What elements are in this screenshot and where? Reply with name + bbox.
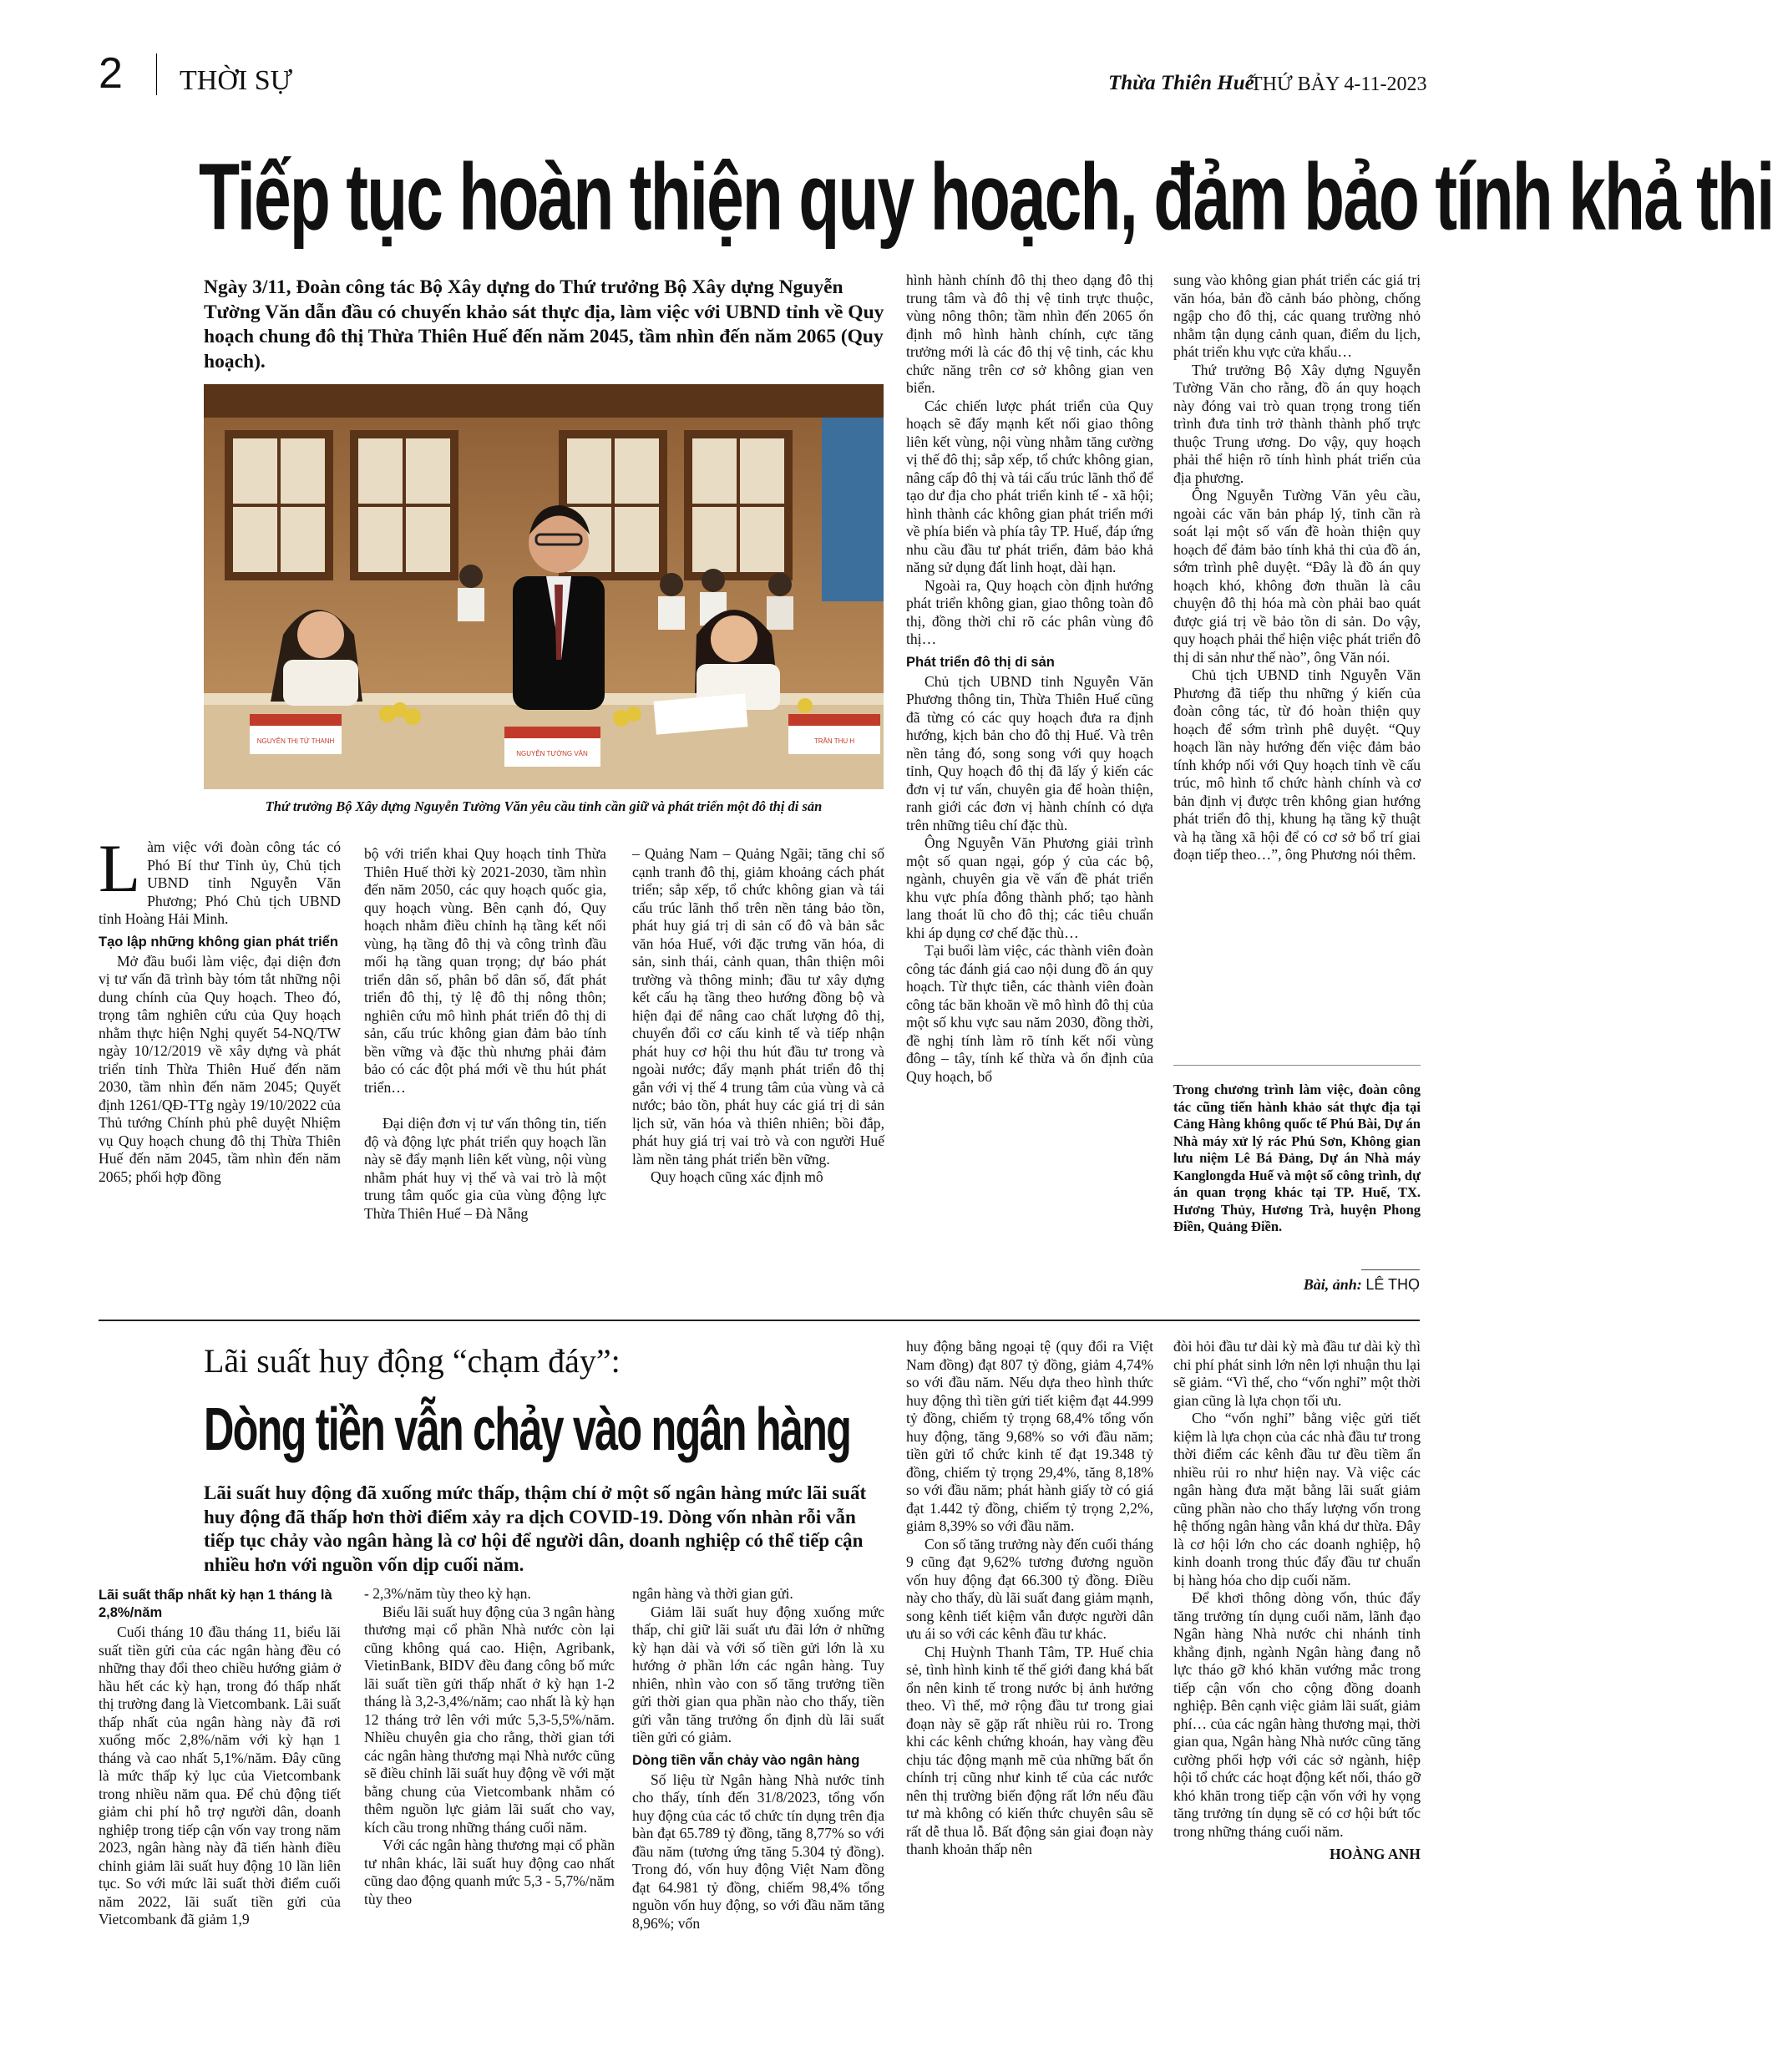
nameplate-right: TRẦN THU H <box>813 737 855 745</box>
article2-lead: Lãi suất huy động đã xuống mức thấp, thậm chí ở một số ngân hàng mức lãi suất huy động đã thấp hơn thời điểm xảy ra dịch COVID-19. Dòng vốn nhàn rỗi vẫn tiếp tục chảy vào ngân hàng là cơ hội để người dân, doanh nghiệp có thể tiếp cận nhiều hơn với nguồn vốn dịp cuối năm. <box>204 1482 867 1575</box>
article2-subheading-1: Lãi suất thấp nhất kỳ hạn 1 tháng là 2,8%/năm <box>99 1588 332 1620</box>
article1-subheading-1: Tạo lập những không gian phát triển <box>99 934 338 950</box>
article1-column-5 <box>1173 271 1421 864</box>
article1-dropcap: L <box>99 830 141 906</box>
nameplate-center: NGUYỄN TƯỜNG VĂN <box>516 750 588 757</box>
article1-paragraph: Tại buổi làm việc, các thành viên đoàn công tác đánh giá cao nội dung đồ án quy hoạch. Từ thực tiễn, các thành viên đoàn công tác băn khoăn về mô hình đô thị của một số khu vực sau năm 2030, đồng thời, đề nghị tính làm rõ tính kết nối vùng đông – tây, tính kế thừa và ổn định của Quy hoạch, bổ <box>906 942 1153 1085</box>
article1-paragraph: Các chiến lược phát triển của Quy hoạch sẽ đẩy mạnh kết nối giao thông liên kết vùng, nội vùng nhằm tăng cường vị thế đô thị; sắp xếp, tổ chức không gian, nâng cấp đô thị và tái cấu trúc lãnh thổ để tạo dư địa cho phát triển kinh tế - xã hội; hình thành các không gian phát triển mới về phía biển và phía tây TP. Huế, đáp ứng nhu cầu đầu tư phát triển, đảm bảo khả năng sử dụng đất linh hoạt, dài hạn. <box>906 397 1153 575</box>
byline-author: LÊ THỌ <box>1365 1276 1420 1293</box>
article2-paragraph: Số liệu từ Ngân hàng Nhà nước tỉnh cho thấy, tính đến 31/8/2023, tổng vốn huy động của các tổ chức tín dụng trên địa bàn đạt 65.789 tỷ đồng, tăng 8,77% so với đầu năm (tương ứng tăng 5.304 tỷ đồng). Trong đó, vốn huy động Việt Nam đồng đạt 64.981 tỷ đồng, chiếm 98,4% tổng nguồn vốn huy động, so với đầu năm tăng 8,96%; vốn <box>632 1771 884 1932</box>
article2-paragraph: ngân hàng và thời gian gửi. <box>632 1585 793 1602</box>
article1-paragraph: hình hành chính đô thị theo dạng đô thị trung tâm và đô thị vệ tinh trực thuộc, vùng nông thôn; tầm nhìn đến 2065 ổn định mô hình hành chính, cực tăng trưởng mới là các đô thị vệ tinh, các khu chức năng trên cơ sở không gian ven biển. <box>906 271 1153 396</box>
section-name: THỜI SỰ <box>180 65 292 96</box>
article1-paragraph: bộ với triển khai Quy hoạch tỉnh Thừa Thiên Huế thời kỳ 2021-2030, tầm nhìn đến năm 2050, các quy hoạch quốc gia, quy hoạch vùng. Bên cạnh đó, Quy hoạch nhằm điều chỉnh hạ tầng kết nối vùng, hạ tầng đô thị và công trình đầu mối hạ tầng quan trọng; dự báo phát triển dân số, phân bổ dân số, đất phát triển đô thị, tỷ lệ đô thị nông thôn; nghiên cứu mô hình phát triển đô thị di sản, cấu trúc không gian đảm bảo tính bền vững và đặc thù nhưng phải đảm bảo có các đột phá mới về thu hút phát triển… <box>364 845 606 1096</box>
article1-paragraph: Chủ tịch UBND tỉnh Nguyễn Văn Phương thông tin, Thừa Thiên Huế cũng đã từng có các quy hoạch đưa ra định hướng, kịch bản cho đô thị Huế. Và trên nền tảng đó, song song với quy hoạch tỉnh, Quy hoạch đô thị đã lấy ý kiến các đơn vị tư vấn, chuyên gia để hoàn thiện, ranh giới các đơn vị hành chính có dựa trên những tiêu chí đặc thù. <box>906 672 1153 833</box>
article2-column-1 <box>99 1585 341 1929</box>
article1-paragraph: Mở đầu buổi làm việc, đại diện đơn vị tư vấn đã trình bày tóm tắt những nội dung chính của Quy hoạch. Theo đó, trọng tâm nghiên cứu của Quy hoạch nhằm thực hiện Nghị quyết 54-NQ/TW ngày 10/12/2019 về xây dựng và phát triển tỉnh Thừa Thiên Huế đến năm 2030, tầm nhìn đến năm 2045; Quyết định 1261/QĐ-TTg ngày 19/10/2022 của Thủ tướng Chính phủ phê duyệt Nhiệm vụ Quy hoạch chung đô thị Thừa Thiên Huế đến năm 2045, tầm nhìn đến năm 2065; phối hợp đồng <box>99 952 341 1185</box>
article1-paragraph: Quy hoạch cũng xác định mô <box>651 1168 823 1185</box>
article1-paragraph: Thứ trưởng Bộ Xây dựng Nguyễn Tường Văn cho rằng, đồ án quy hoạch này đóng vai trò quan trọng trong tiến trình đưa tỉnh trở thành thành phố trực thuộc Trung ương. Do vậy, quy hoạch phải thể hiện rõ tính hình phát triển của địa phương. <box>1173 361 1421 486</box>
article1-paragraph: Đại diện đơn vị tư vấn thông tin, tiến độ và động lực phát triển quy hoạch lần này sẽ đẩy mạnh liên kết vùng, nội vùng nhằm phát huy vị thế và vai trò là một trung tâm quốc gia của vùng động lực Thừa Thiên Huế – Đà Nẵng <box>364 1115 606 1222</box>
article2-paragraph: Cho “vốn nghỉ” bằng việc gửi tiết kiệm là lựa chọn của các nhà đầu tư trong thời điểm các kênh đầu tư đều tiềm ẩn nhiều rủi ro như hiện nay. Và việc các ngân hàng đưa mặt bằng lãi suất giảm cũng phần nào cho thấy lượng vốn trong hệ thống ngân hàng vẫn khá dư thừa. Đây là cơ hội lớn cho các doanh nghiệp, hộ kinh doanh trong thúc đẩy đầu tư chuẩn bị hàng hóa cho dịp cuối năm. <box>1173 1410 1421 1588</box>
article2-paragraph: Với các ngân hàng thương mại cổ phần tư nhân khác, lãi suất huy động cao nhất cũng dao động quanh mức 5,3 - 5,7%/năm tùy theo <box>364 1836 615 1907</box>
article2-paragraph: Con số tăng trưởng này đến cuối tháng 9 cũng đạt 9,62% tương đương nguồn vốn huy động đạt 66.300 tỷ đồng. Điều này cho thấy, dù lãi suất đang giảm mạnh, song kênh tiết kiệm vẫn được người dân ưu ái so với các kênh đầu tư khác. <box>906 1535 1153 1642</box>
article2-byline: HOÀNG ANH <box>1330 1846 1421 1862</box>
article2-column-2 <box>364 1585 615 1908</box>
page-number: 2 <box>99 49 123 98</box>
article2-kicker: Lãi suất huy động “chạm đáy”: <box>204 1342 621 1380</box>
nameplate-left: NGUYỄN THỊ TỨ THANH <box>256 737 335 745</box>
article1-intro-text: àm việc với đoàn công tác có Phó Bí thư Tỉnh ủy, Chủ tịch UBND tỉnh Nguyễn Văn Phương; Phó Chủ tịch UBND tỉnh Hoàng Hải Minh. <box>99 838 341 927</box>
article1-sidebar-box: Trong chương trình làm việc, đoàn công tác cũng tiến hành khảo sát thực địa tại Cảng Hàng không quốc tế Phú Bài, Dự án Nhà máy xử lý rác Phú Sơn, Không gian lưu niệm Lê Bá Đảng, Dự án Nhà máy Kanglongda Huế và một số công trình, dự án quan trọng khác tại TP. Huế, TX. Hương Thủy, Hương Trà, huyện Phong Điền, Quảng Điền. <box>1173 1082 1421 1234</box>
article2-paragraph: Biểu lãi suất huy động của 3 ngân hàng thương mại cổ phần Nhà nước còn lại cũng không quá cao. Hiện, Agribank, VietinBank, BIDV đều đang công bố mức lãi suất tiền gửi thấp nhất ở kỳ hạn 1-2 tháng là 3,2-3,4%/năm; cao nhất là kỳ hạn 12 tháng trở lên với mức 5,3-5,5%/năm. Nhiều chuyên gia cho rằng, thời gian tới các ngân hàng thương mại Nhà nước cũng sẽ điều chỉnh lãi suất huy động về với mặt bằng chung của Vietcombank nhằm có thêm nguồn lực giảm lãi suất cho vay, kích cầu trong những tháng cuối năm. <box>364 1603 615 1836</box>
article1-paragraph: Ông Nguyễn Tường Văn yêu cầu, ngoài các văn bản pháp lý, tỉnh cần rà soát lại một số vấn đề hoàn thiện quy hoạch để đảm bảo tính khả thi của đồ án, sớm trình phê duyệt. “Đây là đồ án quy hoạch khó, không đơn thuần là câu chuyện đô thị hóa mà còn phải bao quát được giá trị về bảo tồn di sản. Do vậy, quy hoạch phải thể hiện việc phát triển đô thị di sản như thế nào”, ông Văn nói. <box>1173 487 1421 666</box>
article1-paragraph: – Quảng Nam – Quảng Ngãi; tăng chỉ số cạnh tranh đô thị, giảm khoảng cách phát triển; sắp xếp, tổ chức không gian và tái cấu trúc lãnh thổ trên nền tảng bảo tồn, phát huy giá trị di sản cố đô và bản sắc văn hóa Huế, với đặc trưng văn hóa, di sản, sinh thái, cảnh quan, thân thiện môi trường và thông minh; đầu tư xây dựng kết cấu hạ tầng theo hướng đồng bộ và hiện đại để nâng cao chất lượng đô thị, chuyển đổi cơ cấu kinh tế và tiếp nhận phát huy cơ hội thu hút đầu tư trong và ngoài nước; đẩy mạnh phát triển đô thị gắn với vị thế 4 trung tâm của vùng và cả nước; bảo tồn, phát huy các giá trị di sản lịch sử, văn hóa và thiên nhiên; bồi đắp, phát huy giá trị vai trò và con người Huế làm nền tảng phát triển bền vững. <box>632 845 884 1168</box>
article1-column-4 <box>906 271 1153 1086</box>
article2-paragraph: đòi hỏi đầu tư dài kỳ mà đầu tư dài kỳ thì chi phí phát sinh lớn nên lợi nhuận thu lại sẽ giảm. “Vì thế, cho “vốn nghỉ” một thời gian cũng là lựa chọn tối ưu. <box>1173 1338 1421 1409</box>
article1-photo <box>204 384 884 789</box>
article1-paragraph: Chủ tịch UBND tỉnh Nguyễn Văn Phương đã tiếp thu những ý kiến của đoàn công tác, từ đó hoàn thiện quy hoạch để sớm trình phê duyệt. “Quy hoạch lần này hướng đến việc đảm bảo tính khớp nối với Quy hoạch tỉnh về cấu trúc, mô hình tổ chức hành chính và cơ bản định vị được trên không gian hướng phát triển đô thị, khung hạ tầng kỹ thuật và hạ tầng xã hội để có cơ sở bổ trí giai đoạn tiếp theo…”, ông Phương nói thêm. <box>1173 666 1421 863</box>
article1-paragraph: sung vào không gian phát triển các giá trị văn hóa, bản đồ cảnh báo phòng, chống ngập cho đô thị, các quang trường nhỏ nhằm tận dụng cảnh quan, điểm du lịch, phát triển khu vực cửa khẩu… <box>1173 271 1421 360</box>
article2-paragraph: Giảm lãi suất huy động xuống mức thấp, chỉ giữ lãi suất ưu đãi lớn ở những kỳ hạn dài và với số tiền gửi lớn là xu hướng ở phần lớn các ngân hàng. Tuy nhiên, nhìn vào con số tăng trưởng tiền gửi thời gian qua phần nào cho thấy, tiền gửi vẫn tăng trưởng ổn định dù lãi suất tiền gửi có giảm. <box>632 1603 884 1745</box>
article2-headline: Dòng tiền vẫn chảy vào ngân hàng <box>204 1394 851 1463</box>
issue-date: THỨ BẢY 4-11-2023 <box>1250 73 1427 95</box>
article2-paragraph: Để khơi thông dòng vốn, thúc đẩy tăng trưởng tín dụng cuối năm, lãnh đạo Ngân hàng Nhà nước chi nhánh tỉnh khẳng định, ngành Ngân hàng đang nỗ lực tháo gỡ khó khăn vướng mắc trong tiếp cận vốn cho cộng đồng doanh nghiệp. Bên cạnh việc giảm lãi suất, giảm phí… của các ngân hàng thương mại, thời gian qua, Ngân hàng Nhà nước cũng tăng cường phối hợp với các sở ngành, hiệp hội tổ chức các hoạt động kết nối, tháo gỡ khó khăn trong tiếp cận vốn với hy vọng tăng trưởng tín dụng sẽ có cơ hội bứt tốc trong những tháng cuối năm. <box>1173 1589 1421 1840</box>
article1-headline: Tiếp tục hoàn thiện quy hoạch, đảm bảo tính khả thi <box>199 144 1773 251</box>
article2-column-3 <box>632 1585 884 1933</box>
article1-column-2 <box>364 845 606 1223</box>
article1-paragraph: Ngoài ra, Quy hoạch còn định hướng phát triển không gian, giao thông toàn đô thị, đồng thời chỉ rõ các phân vùng đô thị… <box>906 576 1153 647</box>
article2-column-5 <box>1173 1338 1421 1864</box>
sidebar-divider <box>1173 1065 1421 1066</box>
paper-name: Thừa Thiên Huế <box>1108 72 1254 94</box>
article2-paragraph: - 2,3%/năm tùy theo kỳ hạn. <box>364 1585 531 1602</box>
article1-photo-caption: Thứ trưởng Bộ Xây dựng Nguyễn Tường Văn yêu cầu tỉnh cần giữ và phát triển một đô thị di sản <box>265 798 823 814</box>
article1-byline <box>1286 1276 1420 1294</box>
article2-paragraph: huy động bằng ngoại tệ (quy đổi ra Việt Nam đồng) đạt 807 tỷ đồng, giảm 4,74% so với đầu năm. Nếu dựa theo hình thức huy động thì tiền gửi tiết kiệm đạt 44.999 tỷ đồng, chiếm tỷ trọng 68,4% tổng vốn huy động, tăng 9,68% so với đầu năm; tiền gửi tổ chức kinh tế đạt 19.348 tỷ đồng, chiếm tỷ trọng 29,4%, tăng 8,18% so với đầu năm; phát hành giấy tờ có giá đạt 1.442 tỷ đồng, chiếm tỷ trọng 2,2%, giảm 8,39% so với đầu năm. <box>906 1338 1153 1534</box>
article1-column-1 <box>99 830 341 1186</box>
article2-column-4 <box>906 1338 1153 1859</box>
article2-subheading-2: Dòng tiền vẫn chảy vào ngân hàng <box>632 1752 860 1768</box>
article2-paragraph: Cuối tháng 10 đầu tháng 11, biểu lãi suất tiền gửi của các ngân hàng đều có những thay đổi theo chiều hướng giảm ở hầu hết các kỳ hạn, trong đó thấp nhất thị trường đang là Vietcombank. Lãi suất thấp nhất của ngân hàng này đã rơi xuống mốc 2,8%/năm với kỳ hạn 1 tháng và cao nhất 5,1%/năm. Đây cũng là mức thấp kỷ lục của Vietcombank trong nhiều năm qua. Để chủ động tiết giảm chi phí hỗ trợ người dân, doanh nghiệp trong tiếp cận vốn vay trong năm 2023, ngân hàng này đã tiến hành điều chỉnh giảm lãi suất huy động 10 lần liên tục. So với mức lãi suất thời điểm cuối năm 2022, lãi suất tiền gửi của Vietcombank đã giảm 1,9 <box>99 1624 341 1928</box>
section-separator <box>99 1320 1420 1321</box>
header-divider <box>156 53 157 95</box>
article2-paragraph: Chị Huỳnh Thanh Tâm, TP. Huế chia sẻ, tình hình kinh tế thế giới đang khá bất ổn nên kinh tế trong nước bị ảnh hưởng theo. Vì thế, mở rộng đầu tư trong giai đoạn này sẽ gặp rất nhiều rủi ro. Trong khi các kênh chứng khoán, hay vàng đều chịu tác động mạnh mẽ của những bất ổn chính trị cũng như kinh tế của các nước nên thị trường biến động rất lớn nếu đầu tư mà không có kiến thức chuyên sâu sẽ rất dễ thua lỗ. Bất động sản giai đoạn này thanh khoản thấp nên <box>906 1643 1153 1857</box>
article1-paragraph: Ông Nguyễn Văn Phương giải trình một số quan ngại, góp ý của các bộ, ngành, chuyên gia về vấn đề phát triển khu vực phía đông thành phố; tạo hành lang thoát lũ cho đô thị; các tiêu chuẩn khi áp dụng cơ chế đặc thù… <box>906 834 1153 941</box>
meeting-photo <box>204 384 884 789</box>
byline-rule <box>1361 1269 1420 1270</box>
article1-lead: Ngày 3/11, Đoàn công tác Bộ Xây dựng do Thứ trưởng Bộ Xây dựng Nguyễn Tường Văn dẫn đầu có chuyến khảo sát thực địa, làm việc với UBND tỉnh về Quy hoạch chung đô thị Thừa Thiên Huế đến năm 2045, tầm nhìn đến năm 2065 (Quy hoạch). <box>204 276 884 372</box>
article1-subheading-2: Phát triển đô thị di sản <box>906 654 1055 670</box>
byline-label: Bài, ảnh: <box>1303 1276 1362 1293</box>
article1-column-3 <box>632 845 884 1187</box>
